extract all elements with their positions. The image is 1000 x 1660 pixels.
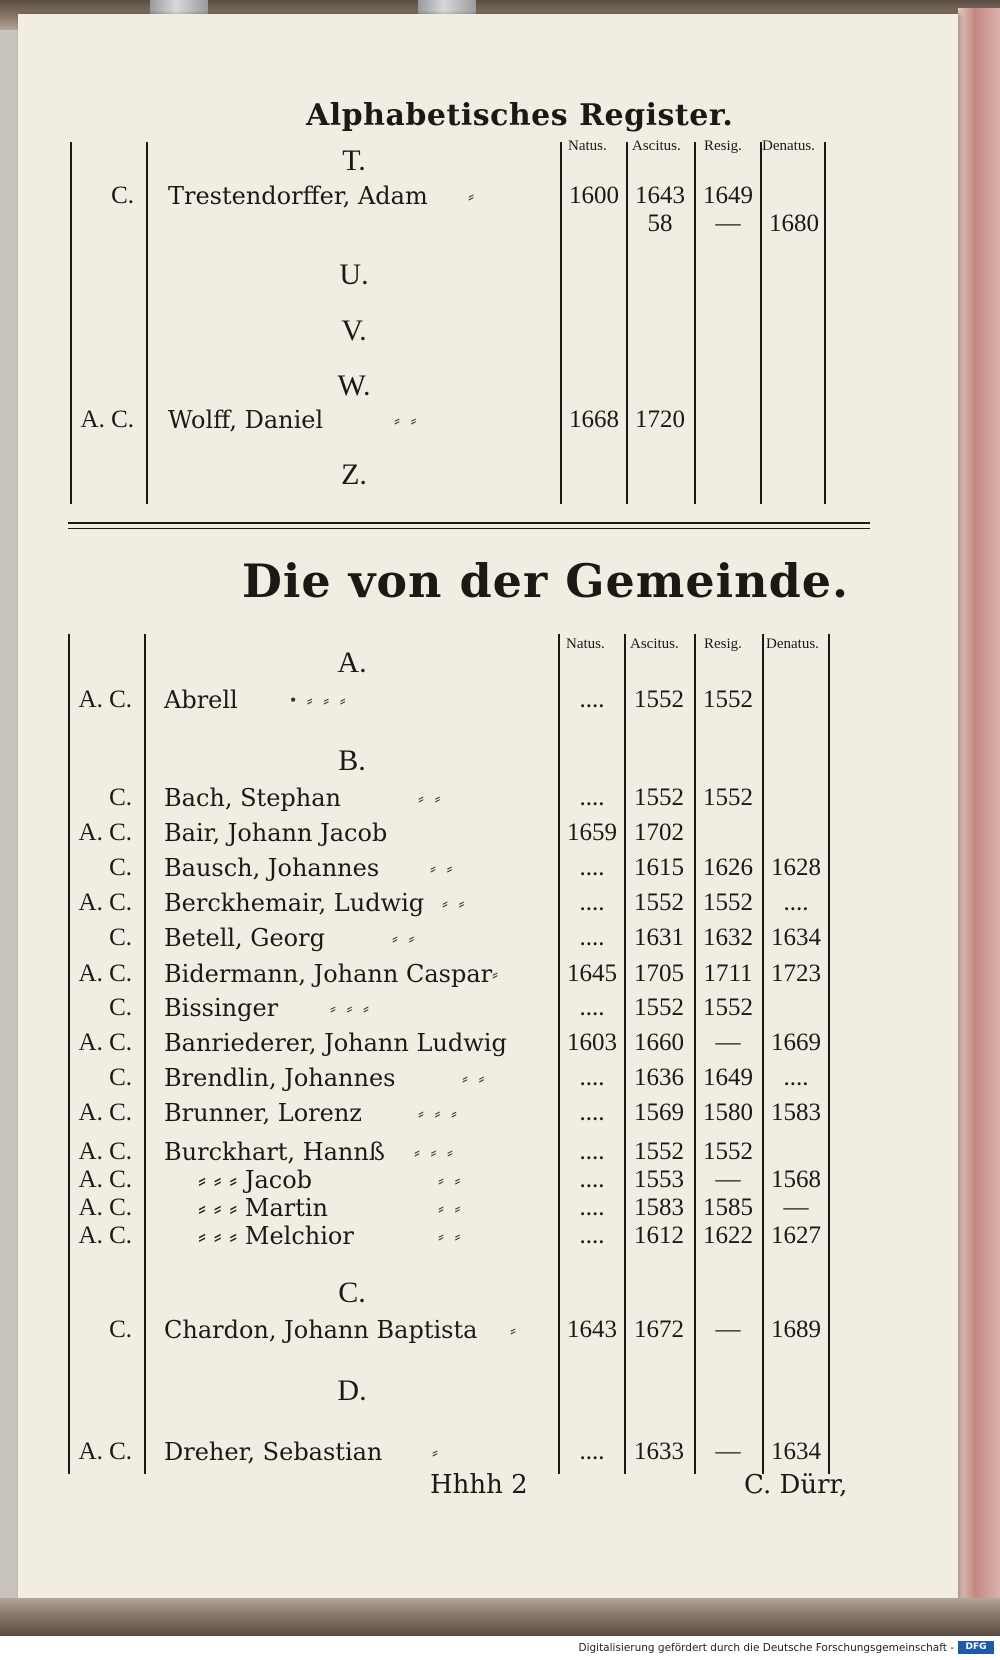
leader-dots: ⸗ [510, 1320, 519, 1340]
denatus-cell: 1583 [771, 1099, 821, 1126]
denatus-cell: 1634 [771, 924, 821, 951]
page-edge [958, 8, 1000, 1612]
name-cell: Bissinger [164, 994, 279, 1022]
signature-mark: Hhhh 2 [430, 1470, 528, 1500]
ascitus-cell: 1552 [634, 686, 684, 713]
name-cell: Wolff, Daniel [168, 406, 324, 434]
natus-cell: .... [579, 1222, 605, 1249]
column-header-ascitus: Ascitus. [630, 636, 679, 652]
natus-cell: .... [579, 1138, 605, 1165]
natus-cell: .... [579, 854, 605, 881]
letter-heading-c: C. [338, 1276, 366, 1309]
section-title: Die von der Gemeinde. [242, 554, 850, 608]
leader-dots: ⸗ [492, 964, 501, 984]
rank-cell: A. C. [78, 1194, 132, 1221]
natus-cell: 1645 [567, 960, 617, 987]
ascitus-cell: 1583 [634, 1194, 684, 1221]
column-header-natus: Natus. [568, 138, 607, 154]
rank-cell: C. [109, 1316, 132, 1343]
name-cell: Brendlin, Johannes [164, 1064, 396, 1092]
natus-cell: .... [579, 994, 605, 1021]
name-cell: Burckhart, Hannß [164, 1138, 385, 1166]
natus-cell: 1600 [569, 182, 619, 209]
natus-cell: .... [579, 784, 605, 811]
ascitus-cell: 1615 [634, 854, 684, 881]
rank-cell: C. [109, 1064, 132, 1091]
rule [144, 634, 146, 1474]
resig-cell: — [715, 1438, 741, 1465]
ascitus-cell: 1636 [634, 1064, 684, 1091]
ascitus-cell: 1702 [634, 819, 684, 846]
leader-dots: ⸗ ⸗ [430, 858, 456, 878]
resig-cell: 1580 [703, 1099, 753, 1126]
letter-heading-z: Z. [341, 458, 367, 491]
rank-cell: A. C. [78, 1138, 132, 1165]
letter-heading-b: B. [338, 744, 366, 777]
ascitus-cell: 1552 [634, 784, 684, 811]
natus-cell: .... [579, 1099, 605, 1126]
resig-cell: 1711 [703, 960, 753, 987]
leader-dots: ⸗ ⸗ [392, 928, 418, 948]
rank-cell: C. [109, 994, 132, 1021]
natus-cell: 1668 [569, 406, 619, 433]
separator-rule [68, 528, 870, 529]
name-cell: ⸗ ⸗ ⸗ Jacob [198, 1166, 313, 1194]
letter-heading-w: W. [337, 369, 371, 402]
ascitus-cell: 1552 [634, 994, 684, 1021]
denatus-cell: 1689 [771, 1316, 821, 1343]
book-binding-bottom [0, 1598, 1000, 1636]
denatus-cell: 1627 [771, 1222, 821, 1249]
denatus-cell: .... [783, 889, 809, 916]
name-cell: Brunner, Lorenz [164, 1099, 362, 1127]
leader-dots: ⸗ ⸗ [438, 1226, 464, 1246]
name-cell: Betell, Georg [164, 924, 325, 952]
rank-cell: A. C. [78, 1099, 132, 1126]
resig-cell: — [715, 1029, 741, 1056]
resig-cell: 1649 [703, 1064, 753, 1091]
resig-cell: 1585 [703, 1194, 753, 1221]
rank-cell: A. C. [78, 1438, 132, 1465]
resig-cell: 1552 [703, 784, 753, 811]
ascitus-cell: 1660 [634, 1029, 684, 1056]
ascitus-cell: 1553 [634, 1166, 684, 1193]
resig-cell: 1552 [703, 994, 753, 1021]
rank-cell: C. [109, 784, 132, 811]
resig-cell: 1552 [703, 1138, 753, 1165]
name-cell: ⸗ ⸗ ⸗ Melchior [198, 1222, 354, 1250]
leader-dots: ⸗ ⸗ [438, 1198, 464, 1218]
natus-cell: .... [579, 889, 605, 916]
natus-cell: 1603 [567, 1029, 617, 1056]
name-cell: Bair, Johann Jacob [164, 819, 388, 847]
catchword: C. Dürr, [744, 1470, 848, 1500]
ascitus-cell: 1705 [634, 960, 684, 987]
resig-cell: 1626 [703, 854, 753, 881]
letter-heading-u: U. [339, 258, 369, 291]
leader-dots: ⸗ ⸗ ⸗ [418, 1103, 460, 1123]
footer-credit: Digitalisierung gefördert durch die Deutsche Forschungsgemeinschaft - [578, 1642, 954, 1654]
rank-cell: A. C. [78, 686, 132, 713]
natus-cell: 1643 [567, 1316, 617, 1343]
leader-dots: ⸗ [432, 1442, 441, 1462]
resig-cell: — [715, 1166, 741, 1193]
leader-dots: ⸗ ⸗ ⸗ [330, 998, 372, 1018]
name-cell: Dreher, Sebastian [164, 1438, 383, 1466]
denatus-cell: 1723 [771, 960, 821, 987]
leader-dots: ⸗ ⸗ [438, 1170, 464, 1190]
name-cell: Berckhemair, Ludwig [164, 889, 425, 917]
column-header-ascitus: Ascitus. [632, 138, 681, 154]
column-header-natus: Natus. [566, 636, 605, 652]
natus-cell: .... [579, 1064, 605, 1091]
denatus-cell: 1568 [771, 1166, 821, 1193]
resig-cell: 1622 [703, 1222, 753, 1249]
name-cell: Abrell [164, 686, 238, 714]
rank-cell: A. C. [80, 406, 134, 433]
natus-cell: .... [579, 1438, 605, 1465]
leader-dots: ⸗ ⸗ ⸗ [414, 1142, 456, 1162]
rank-cell: A. C. [78, 960, 132, 987]
rank-cell: C. [111, 182, 134, 209]
natus-cell: .... [579, 924, 605, 951]
natus-cell: .... [579, 1166, 605, 1193]
ascitus-cell: 1552 [634, 1138, 684, 1165]
column-header-resig: Resig. [704, 636, 742, 652]
leader-dots: ⸗ ⸗ [418, 788, 444, 808]
dfg-logo: DFG [958, 1641, 994, 1654]
resig-cell: 1632 [703, 924, 753, 951]
natus-cell: 1659 [567, 819, 617, 846]
name-cell: Bach, Stephan [164, 784, 341, 812]
resig-cell: 1649 [703, 182, 753, 209]
rank-cell: A. C. [78, 1222, 132, 1249]
ascitus-cell: 1552 [634, 889, 684, 916]
ascitus-cell: 1672 [634, 1316, 684, 1343]
leader-dots: ⸗ ⸗ [442, 893, 468, 913]
ascitus-cell: 1643 [635, 182, 685, 209]
denatus-cell: 1634 [771, 1438, 821, 1465]
leader-dots: ⸗ [468, 186, 477, 206]
denatus-cell: 1669 [771, 1029, 821, 1056]
natus-cell: .... [579, 1194, 605, 1221]
column-header-denatus: Denatus. [766, 636, 819, 652]
denatus-cell: .... [783, 1064, 809, 1091]
resig-cell: 1552 [703, 889, 753, 916]
name-cell: Chardon, Johann Baptista [164, 1316, 478, 1344]
rule [824, 142, 826, 504]
separator-rule [68, 522, 870, 524]
ascitus-cell: 1633 [634, 1438, 684, 1465]
column-header-denatus: Denatus. [762, 138, 815, 154]
leader-dots: ⸗ ⸗ [394, 410, 420, 430]
name-cell: Bausch, Johannes [164, 854, 380, 882]
ascitus-cell: 1720 [635, 406, 685, 433]
name-cell: Bidermann, Johann Caspar [164, 960, 493, 988]
leader-dots: ⸗ ⸗ [462, 1068, 488, 1088]
letter-heading-a: A. [337, 646, 367, 679]
name-cell: ⸗ ⸗ ⸗ Martin [198, 1194, 328, 1222]
letter-heading-t: T. [342, 144, 366, 177]
name-cell: Banriederer, Johann Ludwig [164, 1029, 507, 1057]
letter-heading-d: D. [337, 1374, 367, 1407]
ascitus-cell: 1631 [634, 924, 684, 951]
denatus-cell: 1680 [769, 210, 819, 237]
natus-cell: .... [579, 686, 605, 713]
rule [146, 142, 148, 504]
leader-dots: • ⸗ ⸗ ⸗ [290, 690, 349, 710]
rank-cell: A. C. [78, 1166, 132, 1193]
name-cell: Trestendorffer, Adam [168, 182, 428, 210]
ascitus-cell: 58 [647, 210, 673, 237]
resig-cell: — [715, 210, 741, 237]
rank-cell: C. [109, 924, 132, 951]
letter-heading-v: V. [341, 314, 367, 347]
rank-cell: A. C. [78, 1029, 132, 1056]
denatus-cell: 1628 [771, 854, 821, 881]
rank-cell: A. C. [78, 819, 132, 846]
page-header-title: Alphabetisches Register. [306, 98, 734, 133]
document-page [18, 14, 958, 1608]
ascitus-cell: 1569 [634, 1099, 684, 1126]
ascitus-cell: 1612 [634, 1222, 684, 1249]
resig-cell: — [715, 1316, 741, 1343]
rank-cell: A. C. [78, 889, 132, 916]
rank-cell: C. [109, 854, 132, 881]
resig-cell: 1552 [703, 686, 753, 713]
column-header-resig: Resig. [704, 138, 742, 154]
denatus-cell: — [783, 1194, 809, 1221]
